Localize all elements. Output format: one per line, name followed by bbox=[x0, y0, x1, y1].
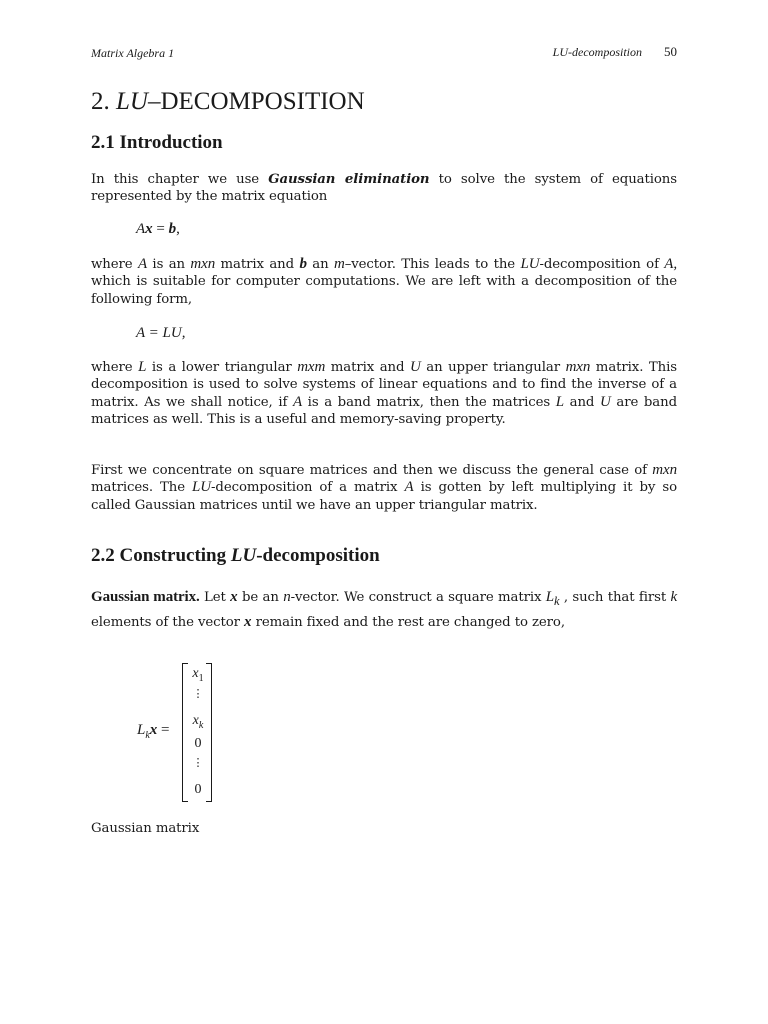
var-mxn: mxn bbox=[652, 462, 677, 478]
emphasis-gaussian-elimination: Gaussian elimination bbox=[268, 172, 430, 187]
term-gaussian-matrix: Gaussian matrix. bbox=[91, 589, 200, 605]
equation-text: A = LU, bbox=[136, 325, 186, 341]
paragraph-gaussian-matrix bbox=[91, 587, 677, 633]
var-b: b bbox=[168, 221, 177, 237]
caption-gaussian-matrix: Gaussian matrix bbox=[91, 821, 200, 836]
entry-zero: 0 bbox=[194, 782, 202, 797]
text: which is suitable for computer computations. We are left with a decomposition of the following form, bbox=[91, 274, 677, 307]
var-L: L bbox=[555, 393, 564, 410]
var-x: x bbox=[145, 221, 153, 237]
var-mxn: mxn bbox=[190, 256, 216, 272]
sub-1: 1 bbox=[198, 672, 204, 684]
text: , such that first bbox=[559, 590, 671, 605]
var-b: b bbox=[299, 256, 307, 272]
var-L: L bbox=[545, 589, 555, 605]
chapter-number: 2. bbox=[91, 88, 110, 115]
text: is an bbox=[147, 257, 191, 272]
running-header bbox=[91, 44, 677, 62]
sub-k: k bbox=[554, 594, 560, 608]
gaussian-matrix-equation bbox=[137, 660, 237, 805]
text: Let bbox=[199, 590, 231, 605]
header-chapter bbox=[553, 44, 677, 60]
var-A: A bbox=[137, 256, 148, 272]
text: an upper triangular bbox=[420, 360, 566, 375]
var-U: U bbox=[409, 359, 421, 375]
page-number: 50 bbox=[664, 44, 677, 59]
equals: = bbox=[152, 221, 169, 237]
chapter-title bbox=[91, 88, 365, 116]
matrix-lhs bbox=[137, 722, 170, 741]
paragraph-mxn bbox=[91, 256, 677, 308]
sub-k: k bbox=[145, 730, 150, 741]
text: elements of the vector bbox=[91, 615, 245, 630]
equals: = bbox=[157, 722, 170, 738]
var-LU: LU bbox=[192, 479, 212, 496]
equation-a-lu bbox=[136, 325, 185, 342]
text: -decomposition bbox=[256, 545, 380, 566]
var-x: x bbox=[192, 713, 199, 728]
section-heading-introduction: 2.1 Introduction bbox=[91, 132, 223, 153]
text: an bbox=[306, 257, 334, 272]
var-A: A bbox=[136, 221, 146, 237]
text: remain fixed and the rest are changed to zero, bbox=[251, 615, 565, 630]
chapter-lu: LU bbox=[116, 88, 148, 115]
entry-zero: 0 bbox=[194, 736, 202, 751]
var-n: n bbox=[283, 589, 291, 605]
text: matrix and bbox=[325, 360, 410, 375]
text: -vector. We construct a square matrix bbox=[290, 590, 546, 605]
text: First we concentrate on square matrices and then we discuss the general case of bbox=[91, 463, 653, 478]
var-Lk bbox=[545, 589, 560, 608]
text: -decomposition of a matrix bbox=[211, 480, 405, 496]
var-x: x bbox=[244, 614, 252, 630]
paragraph-intro bbox=[91, 171, 677, 206]
var-m: m bbox=[333, 256, 345, 272]
text: In this chapter we use bbox=[91, 172, 269, 187]
text: is a band matrix, then the matrices bbox=[302, 394, 556, 410]
text: matrix. This decomposition is used to solve systems of linear equations and to find the inverse of a matrix. As we shall notice, if bbox=[91, 360, 677, 410]
chapter-title-text: –DECOMPOSITION bbox=[147, 88, 365, 115]
header-chapter-title: LU-decomposition bbox=[552, 45, 642, 59]
text: -decomposition of bbox=[539, 257, 665, 272]
text: to solve the system of equations represented by the matrix equation bbox=[91, 172, 677, 205]
var-LU: LU bbox=[230, 545, 257, 566]
paragraph-triangular bbox=[91, 359, 677, 428]
comma: , bbox=[176, 221, 180, 237]
vdots-upper: ⋮ bbox=[192, 688, 204, 700]
var-LU: LU bbox=[520, 256, 540, 272]
text: where bbox=[91, 257, 138, 272]
var-mxn: mxn bbox=[565, 359, 591, 375]
text: matrix and bbox=[215, 257, 300, 272]
section-heading-constructing bbox=[91, 545, 380, 567]
var-L: L bbox=[137, 722, 146, 738]
text: be an bbox=[237, 590, 284, 605]
entry-xk bbox=[189, 713, 207, 731]
paragraph-square-matrices bbox=[91, 462, 677, 514]
var-mxm: mxm bbox=[297, 359, 326, 375]
var-x: x bbox=[230, 589, 238, 605]
var-U: U bbox=[600, 393, 611, 410]
text: is a lower triangular bbox=[146, 360, 298, 375]
text: is gotten by left multiplying it by so called Gaussian matrices until we have an upper triangular matrix. bbox=[91, 480, 677, 513]
text: where bbox=[91, 360, 139, 375]
text: 2.2 Constructing bbox=[91, 545, 231, 566]
left-bracket bbox=[182, 663, 188, 802]
header-book-title: Matrix Algebra 1 bbox=[91, 46, 175, 60]
var-x: x bbox=[149, 722, 158, 738]
text: matrices. The bbox=[91, 480, 193, 496]
var-k: k bbox=[670, 589, 678, 605]
var-L: L bbox=[138, 359, 147, 375]
vdots-lower: ⋮ bbox=[192, 757, 204, 769]
sub-k: k bbox=[198, 719, 204, 731]
equation-ax-b bbox=[136, 221, 180, 238]
text: and bbox=[564, 394, 600, 410]
var-A: A bbox=[292, 393, 303, 410]
text: are band matrices as well. This is a useful and memory-saving property. bbox=[91, 394, 677, 427]
var-A: A, bbox=[664, 256, 678, 272]
entry-x1 bbox=[189, 666, 207, 684]
var-x: x bbox=[192, 666, 199, 681]
var-A: A bbox=[404, 479, 414, 496]
text: –vector. This leads to the bbox=[344, 257, 521, 272]
